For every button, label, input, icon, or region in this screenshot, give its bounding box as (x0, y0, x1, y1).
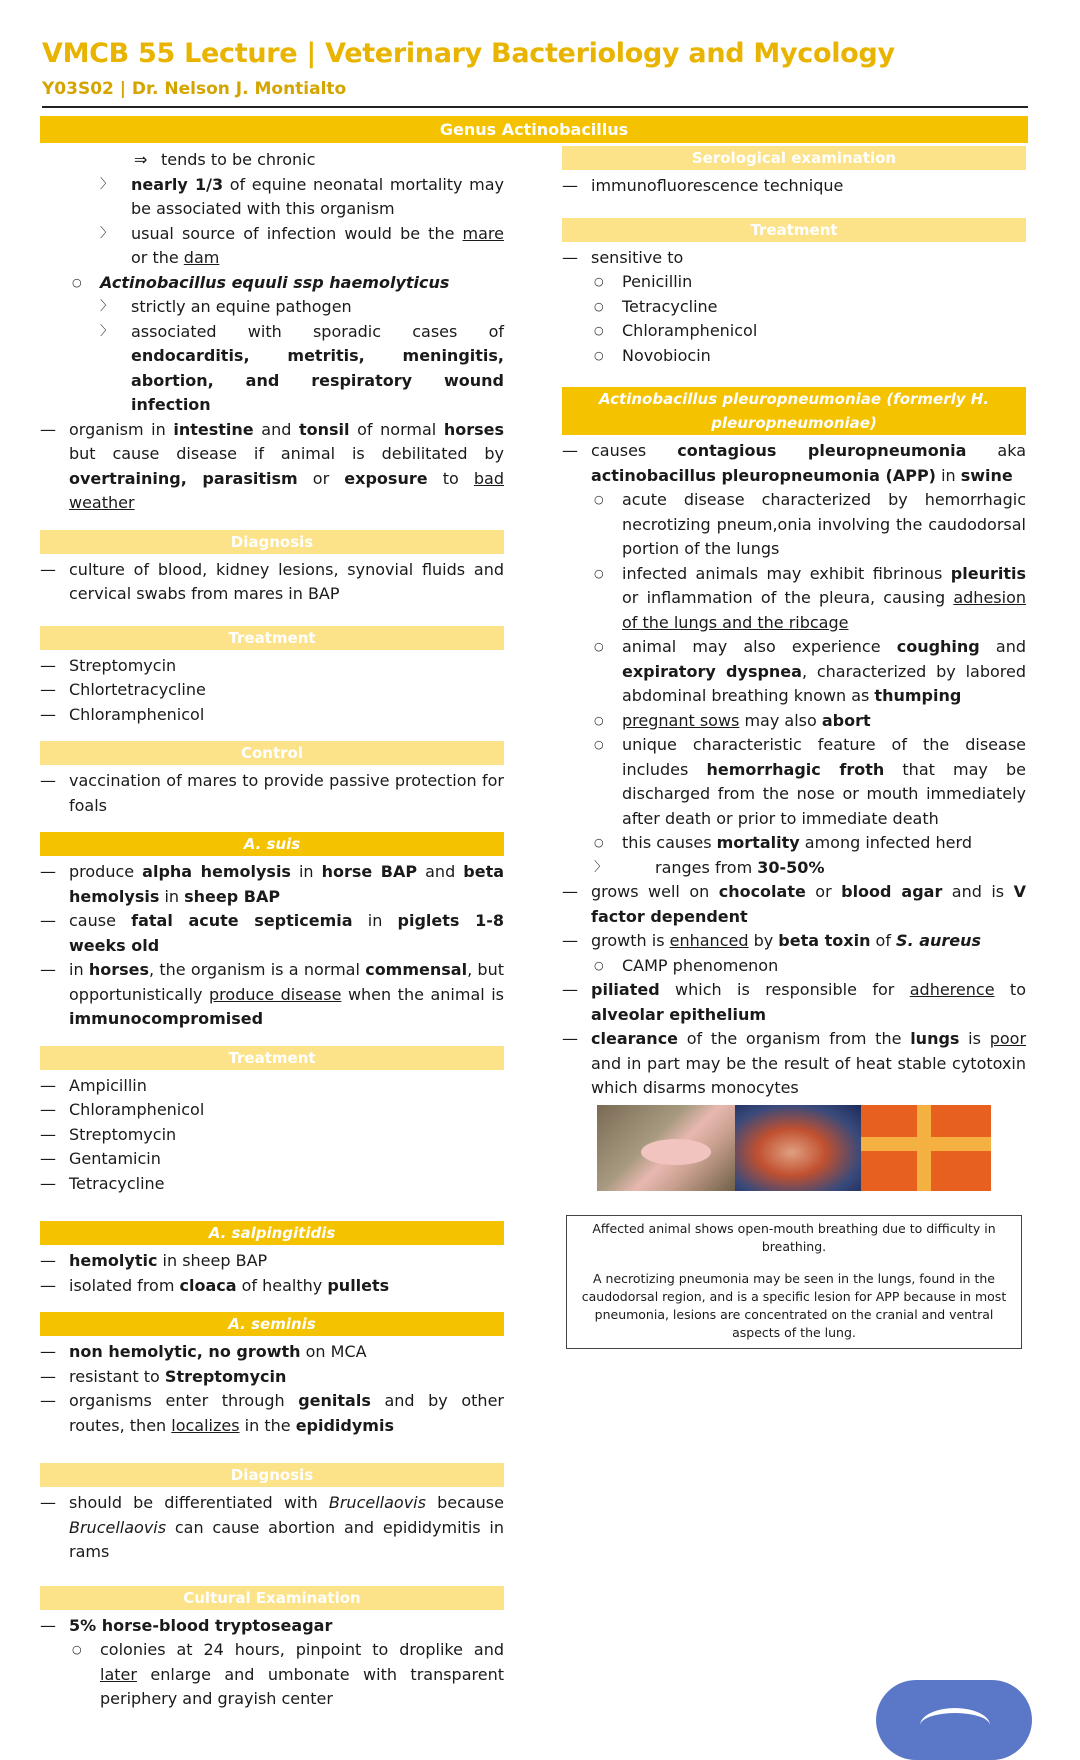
section-bar-a-suis: A. suis (40, 832, 504, 856)
list-item: ○ animal may also experience coughing and expiratory dyspnea, characterized by labored abdominal breathing known as thumping (562, 635, 1026, 709)
list-item: ○ CAMP phenomenon (562, 954, 1026, 979)
app-bar-line-2: pleuropneumoniae) (711, 414, 877, 432)
list-item: — 5% horse-blood tryptoseagar (40, 1614, 504, 1639)
list-item: — in horses, the organism is a normal commensal, but opportunistically produce disease when the animal is immunocompromised (40, 958, 504, 1032)
list-item: 〉 nearly 1/3 of equine neonatal mortality may be associated with this organism (40, 173, 504, 222)
list-item: ○ colonies at 24 hours, pinpoint to droplike and later enlarge and umbonate with transparent periphery and grayish center (40, 1638, 504, 1712)
section-bar-a-salpingitidis: A. salpingitidis (40, 1221, 504, 1245)
list-item: — hemolytic in sheep BAP (40, 1249, 504, 1274)
list-item: — cause fatal acute septicemia in piglets 1-8 weeks old (40, 909, 504, 958)
section-bar-serological: Serological examination (562, 146, 1026, 170)
list-item: 〉 strictly an equine pathogen (40, 295, 504, 320)
document-subtitle: Y03S02 | Dr. Nelson J. Montialto (42, 79, 347, 99)
list-item: 〉 usual source of infection would be the mare or the dam (40, 222, 504, 271)
header (42, 38, 1028, 99)
list-item: — Chloramphenicol (40, 1098, 504, 1123)
header-divider (42, 106, 1028, 108)
culture-plate-photo (861, 1105, 991, 1191)
list-item: — organism in intestine and tonsil of normal horses but cause disease if animal is debilitated by overtraining, parasitism or exposure to bad weather (40, 418, 504, 516)
list-item: — Ampicillin (40, 1074, 504, 1099)
document-title: VMCB 55 Lecture | Veterinary Bacteriology and Mycology (42, 38, 895, 69)
list-item: — should be differentiated with Brucellaovis because Brucellaovis can cause abortion and epididymitis in rams (40, 1491, 504, 1565)
list-item: — vaccination of mares to provide passive protection for foals (40, 769, 504, 818)
list-item: — causes contagious pleuropneumonia aka actinobacillus pleuropneumonia (APP) in swine (562, 439, 1026, 488)
list-item: ○ pregnant sows may also abort (562, 709, 1026, 734)
section-bar-treatment-2: Treatment (40, 1046, 504, 1070)
list-item: — sensitive to (562, 246, 1026, 271)
section-bar-treatment: Treatment (40, 626, 504, 650)
caption-2: A necrotizing pneumonia may be seen in the lungs, found in the caudodorsal region, and is a specific lesion for APP because in most pneumonia, lesions are concentrated on the cranial and ventral aspects of the lung. (581, 1270, 1007, 1340)
list-item: — produce alpha hemolysis in horse BAP and beta hemolysis in sheep BAP (40, 860, 504, 909)
list-item: 〉 ranges from 30-50% (562, 856, 1026, 881)
photo-strip (597, 1105, 991, 1191)
list-item: ○ infected animals may exhibit fibrinous pleuritis or inflammation of the pleura, causing adhesion of the lungs and the ribcage (562, 562, 1026, 636)
list-item: — Gentamicin (40, 1147, 504, 1172)
section-bar-diagnosis: Diagnosis (40, 530, 504, 554)
list-item: — growth is enhanced by beta toxin of S. aureus (562, 929, 1026, 954)
list-item: — Streptomycin (40, 654, 504, 679)
list-item: — isolated from cloaca of healthy pullets (40, 1274, 504, 1299)
list-item: — organisms enter through genitals and by other routes, then localizes in the epididymis (40, 1389, 504, 1438)
caption-1: Affected animal shows open-mouth breathing due to difficulty in breathing. (592, 1220, 996, 1254)
scroll-up-button[interactable] (876, 1680, 1032, 1760)
list-item: — grows well on chocolate or blood agar and is V factor dependent (562, 880, 1026, 929)
list-item: ○ acute disease characterized by hemorrhagic necrotizing pneum,onia involving the caudodorsal portion of the lungs (562, 488, 1026, 562)
list-item: — clearance of the organism from the lungs is poor and in part may be the result of heat stable cytotoxin which disarms monocytes (562, 1027, 1026, 1101)
lung-photo (735, 1105, 861, 1191)
list-item: — Chloramphenicol (40, 703, 504, 728)
list-item: ⇒ tends to be chronic (40, 148, 504, 173)
list-item: — Tetracycline (40, 1172, 504, 1197)
list-item: ○ this causes mortality among infected herd (562, 831, 1026, 856)
list-item: ○ Actinobacillus equuli ssp haemolyticus (40, 271, 504, 296)
section-bar-app (562, 387, 1026, 435)
list-item: — immunofluorescence technique (562, 174, 1026, 199)
list-item: — Chlortetracycline (40, 678, 504, 703)
list-item: — piliated which is responsible for adherence to alveolar epithelium (562, 978, 1026, 1027)
list-item: — non hemolytic, no growth on MCA (40, 1340, 504, 1365)
section-bar-diagnosis-2: Diagnosis (40, 1463, 504, 1487)
list-item: 〉 associated with sporadic cases of endocarditis, metritis, meningitis, abortion, and respiratory wound infection (40, 320, 504, 418)
section-bar-treatment-3: Treatment (562, 218, 1026, 242)
genus-bar: Genus Actinobacillus (40, 116, 1028, 143)
list-item: — culture of blood, kidney lesions, synovial fluids and cervical swabs from mares in BAP (40, 558, 504, 607)
list-item: ○ Tetracycline (562, 295, 1026, 320)
list-item: ○ Novobiocin (562, 344, 1026, 369)
section-bar-control: Control (40, 741, 504, 765)
list-item: ○ Chloramphenicol (562, 319, 1026, 344)
list-item: — resistant to Streptomycin (40, 1365, 504, 1390)
section-bar-a-seminis: A. seminis (40, 1312, 504, 1336)
app-bar-line-1: Actinobacillus pleuropneumoniae (formerly H. (599, 390, 989, 408)
image-caption-box (566, 1215, 1022, 1349)
list-item: — Streptomycin (40, 1123, 504, 1148)
section-bar-cultural-examination: Cultural Examination (40, 1586, 504, 1610)
pig-photo (597, 1105, 735, 1191)
right-column (562, 148, 1026, 1349)
list-item: ○ unique characteristic feature of the disease includes hemorrhagic froth that may be discharged from the nose or mouth immediately after death or prior to immediate death (562, 733, 1026, 831)
list-item: ○ Penicillin (562, 270, 1026, 295)
left-column (40, 148, 504, 1712)
